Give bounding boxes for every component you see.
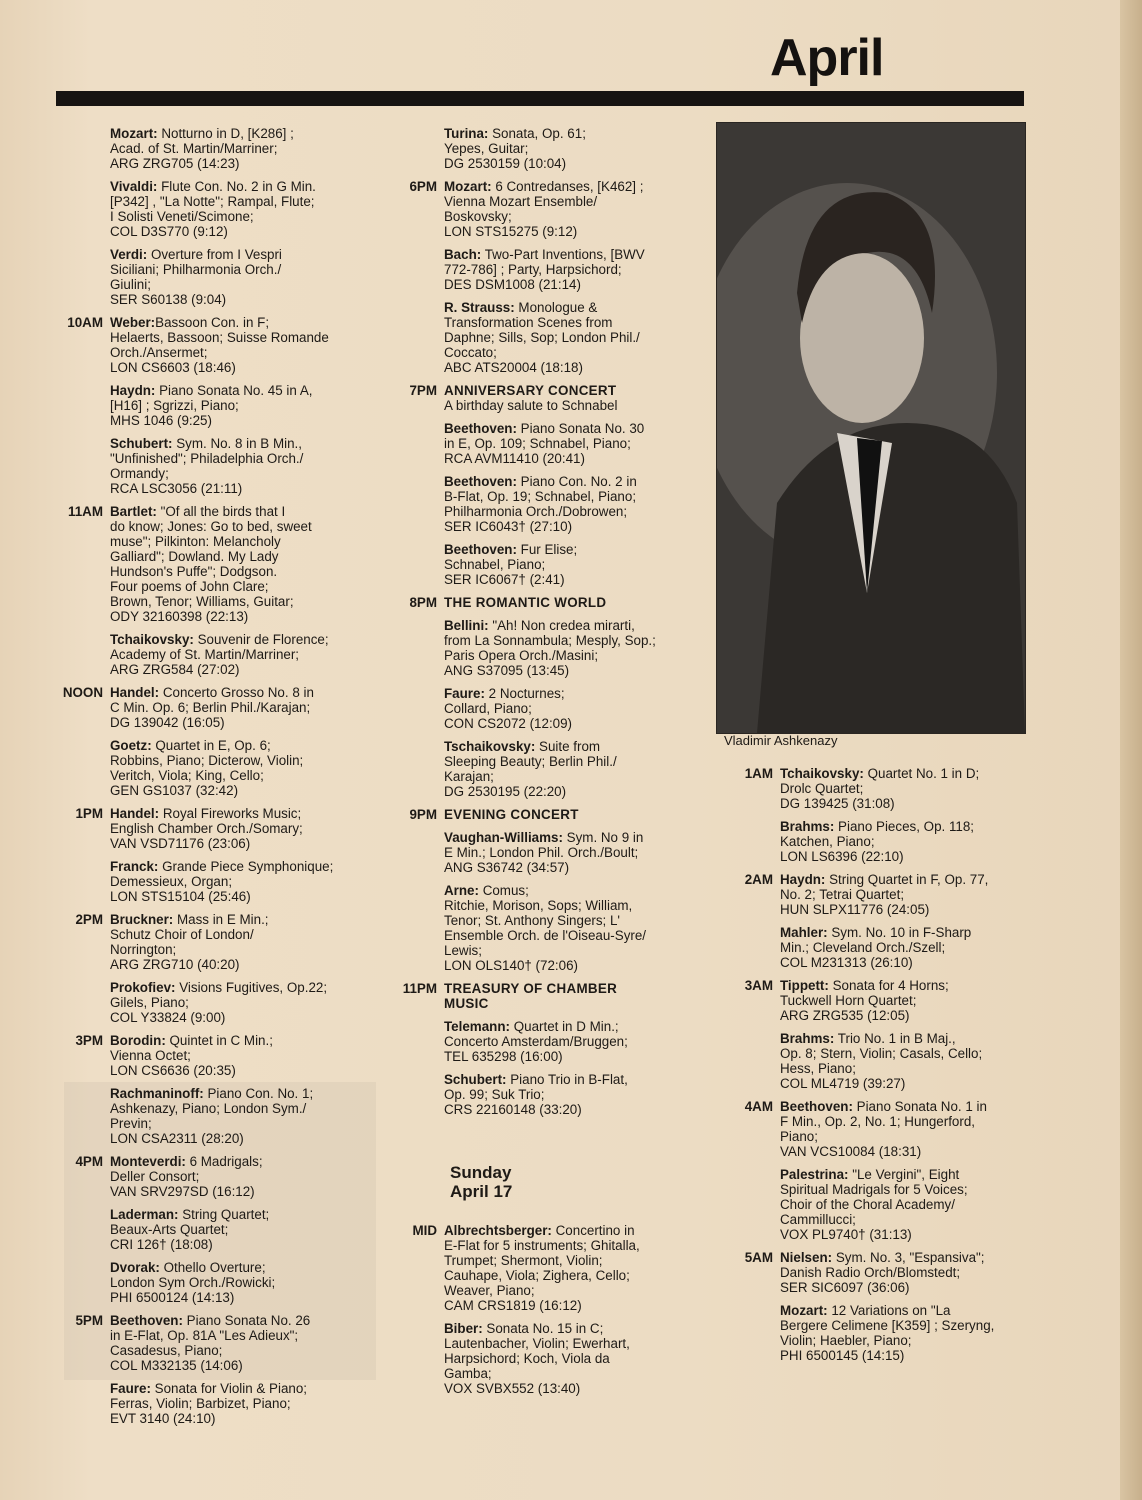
heading-text: THE ROMANTIC WORLD: [444, 595, 607, 610]
program-details: [780, 1167, 1024, 1242]
time-slot: [396, 247, 444, 292]
time-slot: 11PM: [402, 981, 437, 996]
program-details: [110, 1207, 380, 1252]
program-details: [110, 685, 380, 730]
time-slot: 11AM: [68, 504, 103, 519]
program-details: [444, 1321, 696, 1396]
work-details: "Ah! Non credea mirarti, from La Sonnambula; Mesply, Sop.; Paris Opera Orch./Masini; ANG S37095 (13:45): [444, 618, 656, 678]
work-details: Monologue & Transformation Scenes from Daphne; Sills, Sop; London Phil./ Coccato; ABC ATS20004 (18:18): [444, 300, 640, 375]
composer-name: Schubert:: [110, 436, 173, 451]
time-slot: [58, 179, 110, 239]
program-heading: [444, 383, 696, 413]
composer-name: Faure:: [444, 686, 485, 701]
program-heading: [444, 807, 696, 822]
program-entry: [58, 1033, 380, 1078]
program-entry: [396, 1019, 696, 1064]
composer-name: Prokofiev:: [110, 980, 176, 995]
program-entry: [396, 300, 696, 375]
program-details: [444, 1223, 696, 1313]
program-entry: [724, 819, 1024, 864]
composer-name: Arne:: [444, 883, 479, 898]
program-details: [110, 126, 380, 171]
work-details: Piano Pieces, Op. 118; Katchen, Piano; LON LS6396 (22:10): [780, 819, 975, 864]
program-entry: [724, 766, 1024, 811]
time-slot: [396, 618, 444, 678]
time-slot: [58, 859, 110, 904]
program-entry: [396, 739, 696, 799]
composer-name: Beethoven:: [110, 1313, 183, 1328]
program-entry: [396, 830, 696, 875]
program-entry: [724, 1250, 1024, 1295]
program-entry: [58, 1154, 380, 1199]
composer-name: Mahler:: [780, 925, 828, 940]
program-heading: [444, 595, 696, 610]
time-slot: [58, 383, 110, 428]
work-details: 6 Madrigals; Deller Consort; VAN SRV297SD (16:12): [110, 1154, 263, 1199]
program-details: [110, 1033, 380, 1078]
work-details: Trio No. 1 in B Maj., Op. 8; Stern, Violin; Casals, Cello; Hess, Piano; COL ML4719 (39:27): [780, 1031, 983, 1091]
program-entry: [396, 1072, 696, 1117]
program-details: [110, 1260, 380, 1305]
time-slot: [58, 1260, 110, 1305]
program-entry: [724, 1031, 1024, 1091]
time-slot: 3PM: [75, 1033, 103, 1048]
page-title: April: [770, 29, 884, 87]
work-details: Visions Fugitives, Op.22; Gilels, Piano; COL Y33824 (9:00): [110, 980, 328, 1025]
program-details: [444, 830, 696, 875]
program-entry: [58, 504, 380, 624]
composer-name: Tippett:: [780, 978, 829, 993]
program-entry: [396, 247, 696, 292]
time-slot: [58, 1381, 110, 1426]
program-details: [444, 474, 696, 534]
work-details: Piano Sonata No. 26 in E-Flat, Op. 81A "Les Adieux"; Casadesus, Piano; COL M332135 (14:06): [110, 1313, 311, 1373]
program-entry: [396, 542, 696, 587]
composer-name: Bellini:: [444, 618, 489, 633]
heading-text: TREASURY OF CHAMBER MUSIC: [444, 981, 618, 1011]
composer-name: Brahms:: [780, 1031, 835, 1046]
time-slot: [396, 1072, 444, 1117]
composer-name: Bach:: [444, 247, 482, 262]
program-entry: [58, 859, 380, 904]
work-details: Mass in E Min.; Schutz Choir of London/ Norrington; ARG ZRG710 (40:20): [110, 912, 269, 972]
composer-name: R. Strauss:: [444, 300, 515, 315]
composer-name: Tchaikovsky:: [780, 766, 864, 781]
program-entry: [724, 978, 1024, 1023]
composer-name: Verdi:: [110, 247, 148, 262]
work-details: Bassoon Con. in F; Helaerts, Bassoon; Suisse Romande Orch./Ansermet; LON CS6603 (18:46): [110, 315, 329, 375]
work-details: Flute Con. No. 2 in G Min. [P342] , "La Notte"; Rampal, Flute; I Solisti Veneti/Scimone; COL D3S770 (9:12): [110, 179, 316, 239]
time-slot: 1AM: [744, 766, 773, 781]
time-slot: [396, 126, 444, 171]
program-details: [444, 179, 696, 239]
work-details: Sonata for Violin & Piano; Ferras, Violin; Barbizet, Piano; EVT 3140 (24:10): [110, 1381, 308, 1426]
time-slot: [58, 738, 110, 798]
work-details: "Le Vergini", Eight Spiritual Madrigals for 5 Voices; Choir of the Choral Academy/ Cammillucci; VOX PL9740† (31:13): [780, 1167, 968, 1242]
time-slot: 1PM: [75, 806, 103, 821]
work-details: Quintet in C Min.; Vienna Octet; LON CS6636 (20:35): [110, 1033, 273, 1078]
composer-name: Weber:: [110, 315, 156, 330]
composer-name: Franck:: [110, 859, 159, 874]
program-details: [110, 806, 380, 851]
composer-name: Tschaikovsky:: [444, 739, 536, 754]
composer-name: Laderman:: [110, 1207, 179, 1222]
program-entry: [724, 872, 1024, 917]
time-slot: [396, 300, 444, 375]
work-details: Piano Trio in B-Flat, Op. 99; Suk Trio; CRS 22160148 (33:20): [444, 1072, 628, 1117]
composer-name: Monteverdi:: [110, 1154, 186, 1169]
program-entry: [58, 126, 380, 171]
work-details: Overture from I Vespri Siciliani; Philharmonia Orch./ Giulini; SER S60138 (9:04): [110, 247, 282, 307]
time-slot: [396, 1321, 444, 1396]
schedule-column-3: [724, 766, 1024, 1371]
program-entry: [396, 126, 696, 171]
program-entry: [58, 980, 380, 1025]
program-details: [110, 738, 380, 798]
composer-name: Bartlet:: [110, 504, 157, 519]
composer-name: Handel:: [110, 685, 160, 700]
time-slot: 5PM: [75, 1313, 103, 1328]
program-entry: [58, 632, 380, 677]
program-details: [444, 1072, 696, 1117]
composer-name: Haydn:: [780, 872, 826, 887]
program-entry: [396, 383, 696, 413]
program-details: [444, 618, 696, 678]
work-details: Sym. No. 8 in B Min., "Unfinished"; Philadelphia Orch./ Ormandy; RCA LSC3056 (21:11): [110, 436, 304, 496]
work-details: 6 Contredanses, [K462] ; Vienna Mozart Ensemble/ Boskovsky; LON STS15275 (9:12): [444, 179, 644, 239]
time-slot: [58, 436, 110, 496]
composer-name: Handel:: [110, 806, 160, 821]
work-details: Quartet in D Min.; Concerto Amsterdam/Bruggen; TEL 635298 (16:00): [444, 1019, 628, 1064]
schedule-column-1: [58, 126, 380, 1434]
work-details: "Of all the birds that I do know; Jones: Go to bed, sweet muse"; Pilkinton: Melancholy Galliard"; Dowland. My Lady Hundson's Puffe"; Dodgson. Four poems of John Clare; Brown, Tenor; Williams, Guitar; ODY 32160398 (22:13): [110, 504, 312, 624]
program-details: [110, 436, 380, 496]
program-details: [110, 1154, 380, 1199]
program-details: [780, 925, 1024, 970]
program-details: [780, 1031, 1024, 1091]
program-details: [444, 421, 696, 466]
work-details: Piano Con. No. 1; Ashkenazy, Piano; London Sym./ Previn; LON CSA2311 (28:20): [110, 1086, 314, 1146]
program-entry: [58, 912, 380, 972]
program-entry: [58, 685, 380, 730]
program-entry: [396, 595, 696, 610]
program-entry: [58, 1313, 380, 1373]
portrait-illustration: [717, 123, 1025, 733]
work-details: Sym. No. 3, "Espansiva"; Danish Radio Orch/Blomstedt; SER SIC6097 (36:06): [780, 1250, 985, 1295]
time-slot: [396, 1019, 444, 1064]
work-details: String Quartet in F, Op. 77, No. 2; Tetrai Quartet; HUN SLPX11776 (24:05): [780, 872, 989, 917]
program-entry: [396, 1223, 696, 1313]
work-details: 2 Nocturnes; Collard, Piano; CON CS2072 (12:09): [444, 686, 573, 731]
heading-text: EVENING CONCERT: [444, 807, 579, 822]
time-slot: 5AM: [744, 1250, 773, 1265]
composer-name: Telemann:: [444, 1019, 510, 1034]
program-entry: [396, 179, 696, 239]
work-details: Piano Sonata No. 1 in F Min., Op. 2, No. 1; Hungerford, Piano; VAN VCS10084 (18:31): [780, 1099, 987, 1159]
work-details: Grande Piece Symphonique; Demessieux, Organ; LON STS15104 (25:46): [110, 859, 334, 904]
composer-name: Biber:: [444, 1321, 483, 1336]
composer-name: Tchaikovsky:: [110, 632, 194, 647]
work-details: Quartet No. 1 in D; Drolc Quartet; DG 139425 (31:08): [780, 766, 980, 811]
program-entry: [58, 1086, 380, 1146]
work-details: Sonata, Op. 61; Yepes, Guitar; DG 2530159 (10:04): [444, 126, 586, 171]
work-details: Piano Sonata No. 45 in A, [H16] ; Sgrizzi, Piano; MHS 1046 (9:25): [110, 383, 313, 428]
program-entry: [58, 738, 380, 798]
program-entry: [724, 1303, 1024, 1363]
program-entry: [58, 1260, 380, 1305]
composer-name: Beethoven:: [444, 542, 517, 557]
composer-name: Turina:: [444, 126, 489, 141]
program-entry: [396, 807, 696, 822]
composer-name: Brahms:: [780, 819, 835, 834]
program-entry: [396, 883, 696, 973]
composer-name: Dvorak:: [110, 1260, 160, 1275]
program-details: [110, 859, 380, 904]
time-slot: [396, 542, 444, 587]
program-details: [444, 247, 696, 292]
time-slot: 7PM: [409, 383, 437, 398]
program-details: [780, 872, 1024, 917]
composer-name: Palestrina:: [780, 1167, 849, 1182]
program-details: [444, 686, 696, 731]
program-entry: [58, 315, 380, 375]
program-entry: [396, 421, 696, 466]
work-details: Quartet in E, Op. 6; Robbins, Piano; Dicterow, Violin; Veritch, Viola; King, Cello; GEN GS1037 (32:42): [110, 738, 304, 798]
program-details: [444, 300, 696, 375]
program-details: [110, 632, 380, 677]
program-entry: [58, 1381, 380, 1426]
composer-name: Schubert:: [444, 1072, 507, 1087]
time-slot: [58, 126, 110, 171]
program-details: [110, 1381, 380, 1426]
composer-name: Rachmaninoff:: [110, 1086, 204, 1101]
composer-name: Vivaldi:: [110, 179, 158, 194]
work-details: Fur Elise; Schnabel, Piano; SER IC6067† (2:41): [444, 542, 578, 587]
composer-name: Bruckner:: [110, 912, 174, 927]
time-slot: [58, 247, 110, 307]
heading-subtitle: A birthday salute to Schnabel: [444, 398, 618, 413]
program-details: [780, 1303, 1024, 1363]
program-entry: [58, 383, 380, 428]
program-details: [110, 912, 380, 972]
composer-name: Goetz:: [110, 738, 152, 753]
time-slot: [58, 980, 110, 1025]
program-details: [780, 1250, 1024, 1295]
program-entry: [396, 618, 696, 678]
program-details: [444, 542, 696, 587]
work-details: Concerto Grosso No. 8 in C Min. Op. 6; Berlin Phil./Karajan; DG 139042 (16:05): [110, 685, 314, 730]
composer-name: Borodin:: [110, 1033, 166, 1048]
work-details: Concertino in E-Flat for 5 instruments; Ghitalla, Trumpet; Shermont, Violin; Cauhape, Viola; Zighera, Cello; Weaver, Piano; CAM CRS1819 (16:12): [444, 1223, 640, 1313]
work-details: String Quartet; Beaux-Arts Quartet; CRI 126† (18:08): [110, 1207, 270, 1252]
program-details: [780, 1099, 1024, 1159]
time-slot: 10AM: [67, 315, 103, 330]
work-details: Othello Overture; London Sym Orch./Rowicki; PHI 6500124 (14:13): [110, 1260, 276, 1305]
time-slot: [396, 739, 444, 799]
program-details: [444, 126, 696, 171]
work-details: Piano Con. No. 2 in B-Flat, Op. 19; Schnabel, Piano; Philharmonia Orch./Dobrowen; SER IC6043† (27:10): [444, 474, 637, 534]
page-edge: [1120, 0, 1142, 1500]
work-details: Comus; Ritchie, Morison, Sops; William, Tenor; St. Anthony Singers; L' Ensemble Orch. de l'Oiseau-Syre/ Lewis; LON OLS140† (72:06): [444, 883, 647, 973]
program-details: [110, 383, 380, 428]
time-slot: 4PM: [75, 1154, 103, 1169]
program-details: [444, 739, 696, 799]
time-slot: [396, 830, 444, 875]
program-entry: [724, 925, 1024, 970]
time-slot: [396, 474, 444, 534]
program-details: [110, 247, 380, 307]
program-entry: [724, 1167, 1024, 1242]
time-slot: [396, 883, 444, 973]
time-slot: [58, 632, 110, 677]
program-details: [780, 766, 1024, 811]
work-details: Sonata No. 15 in C; Lautenbacher, Violin; Ewerhart, Harpsichord; Koch, Viola da Gamba; VOX SVBX552 (13:40): [444, 1321, 630, 1396]
composer-name: Nielsen:: [780, 1250, 833, 1265]
work-details: Notturno in D, [K286] ; Acad. of St. Martin/Marriner; ARG ZRG705 (14:23): [110, 126, 294, 171]
time-slot: [724, 1031, 780, 1091]
program-entry: [58, 179, 380, 239]
program-details: [444, 883, 696, 973]
program-entry: [396, 1321, 696, 1396]
time-slot: [58, 1207, 110, 1252]
time-slot: 8PM: [409, 595, 437, 610]
program-details: [110, 179, 380, 239]
time-slot: NOON: [62, 685, 103, 700]
time-slot: [724, 925, 780, 970]
schedule-column-2: [396, 126, 696, 1404]
composer-name: Mozart:: [780, 1303, 828, 1318]
time-slot: 6PM: [409, 179, 437, 194]
work-details: Sym. No 9 in E Min.; London Phil. Orch./Boult; ANG S36742 (34:57): [444, 830, 644, 875]
heading-text: ANNIVERSARY CONCERT: [444, 383, 617, 398]
program-details: [444, 1019, 696, 1064]
program-entry: [58, 436, 380, 496]
composer-name: Haydn:: [110, 383, 156, 398]
time-slot: [724, 1167, 780, 1242]
time-slot: [58, 1086, 110, 1146]
program-details: [110, 980, 380, 1025]
composer-name: Mozart:: [444, 179, 492, 194]
composer-name: Vaughan-Williams:: [444, 830, 563, 845]
time-slot: MID: [412, 1223, 437, 1238]
program-entry: [58, 806, 380, 851]
work-details: Piano Sonata No. 30 in E, Op. 109; Schnabel, Piano; RCA AVM11410 (20:41): [444, 421, 645, 466]
work-details: Two-Part Inventions, [BWV 772-786] ; Party, Harpsichord; DES DSM1008 (21:14): [444, 247, 645, 292]
program-entry: [58, 247, 380, 307]
composer-name: Beethoven:: [444, 421, 517, 436]
day-heading: Sunday April 17: [450, 1163, 513, 1201]
work-details: 12 Variations on "La Bergere Celimene [K359] ; Szeryng, Violin; Haebler, Piano; PHI 6500145 (14:15): [780, 1303, 995, 1363]
program-details: [110, 1086, 380, 1146]
composer-name: Faure:: [110, 1381, 151, 1396]
program-details: [110, 1313, 380, 1373]
work-details: Suite from Sleeping Beauty; Berlin Phil./ Karajan; DG 2530195 (22:20): [444, 739, 617, 799]
composer-name: Albrechtsberger:: [444, 1223, 552, 1238]
program-entry: [396, 981, 696, 1011]
time-slot: 4AM: [744, 1099, 773, 1114]
program-heading: [444, 981, 696, 1011]
time-slot: 2AM: [744, 872, 773, 887]
portrait-photo: [716, 122, 1026, 734]
program-entry: [396, 686, 696, 731]
time-slot: [396, 421, 444, 466]
time-slot: 9PM: [409, 807, 437, 822]
title-rule: [56, 91, 1024, 106]
time-slot: [724, 1303, 780, 1363]
program-details: [780, 978, 1024, 1023]
work-details: Souvenir de Florence; Academy of St. Martin/Marriner; ARG ZRG584 (27:02): [110, 632, 329, 677]
composer-name: Mozart:: [110, 126, 158, 141]
work-details: Sym. No. 10 in F-Sharp Min.; Cleveland Orch./Szell; COL M231313 (26:10): [780, 925, 972, 970]
photo-caption: Vladimir Ashkenazy: [724, 733, 838, 748]
program-details: [780, 819, 1024, 864]
work-details: Sonata for 4 Horns; Tuckwell Horn Quartet; ARG ZRG535 (12:05): [780, 978, 949, 1023]
work-details: Royal Fireworks Music; English Chamber Orch./Somary; VAN VSD71176 (23:06): [110, 806, 303, 851]
program-entry: [58, 1207, 380, 1252]
time-slot: [396, 686, 444, 731]
composer-name: Beethoven:: [780, 1099, 853, 1114]
program-details: [110, 315, 380, 375]
time-slot: 2PM: [75, 912, 103, 927]
program-entry: [724, 1099, 1024, 1159]
program-entry: [396, 474, 696, 534]
program-details: [110, 504, 380, 624]
time-slot: [724, 819, 780, 864]
composer-name: Beethoven:: [444, 474, 517, 489]
time-slot: 3AM: [744, 978, 773, 993]
